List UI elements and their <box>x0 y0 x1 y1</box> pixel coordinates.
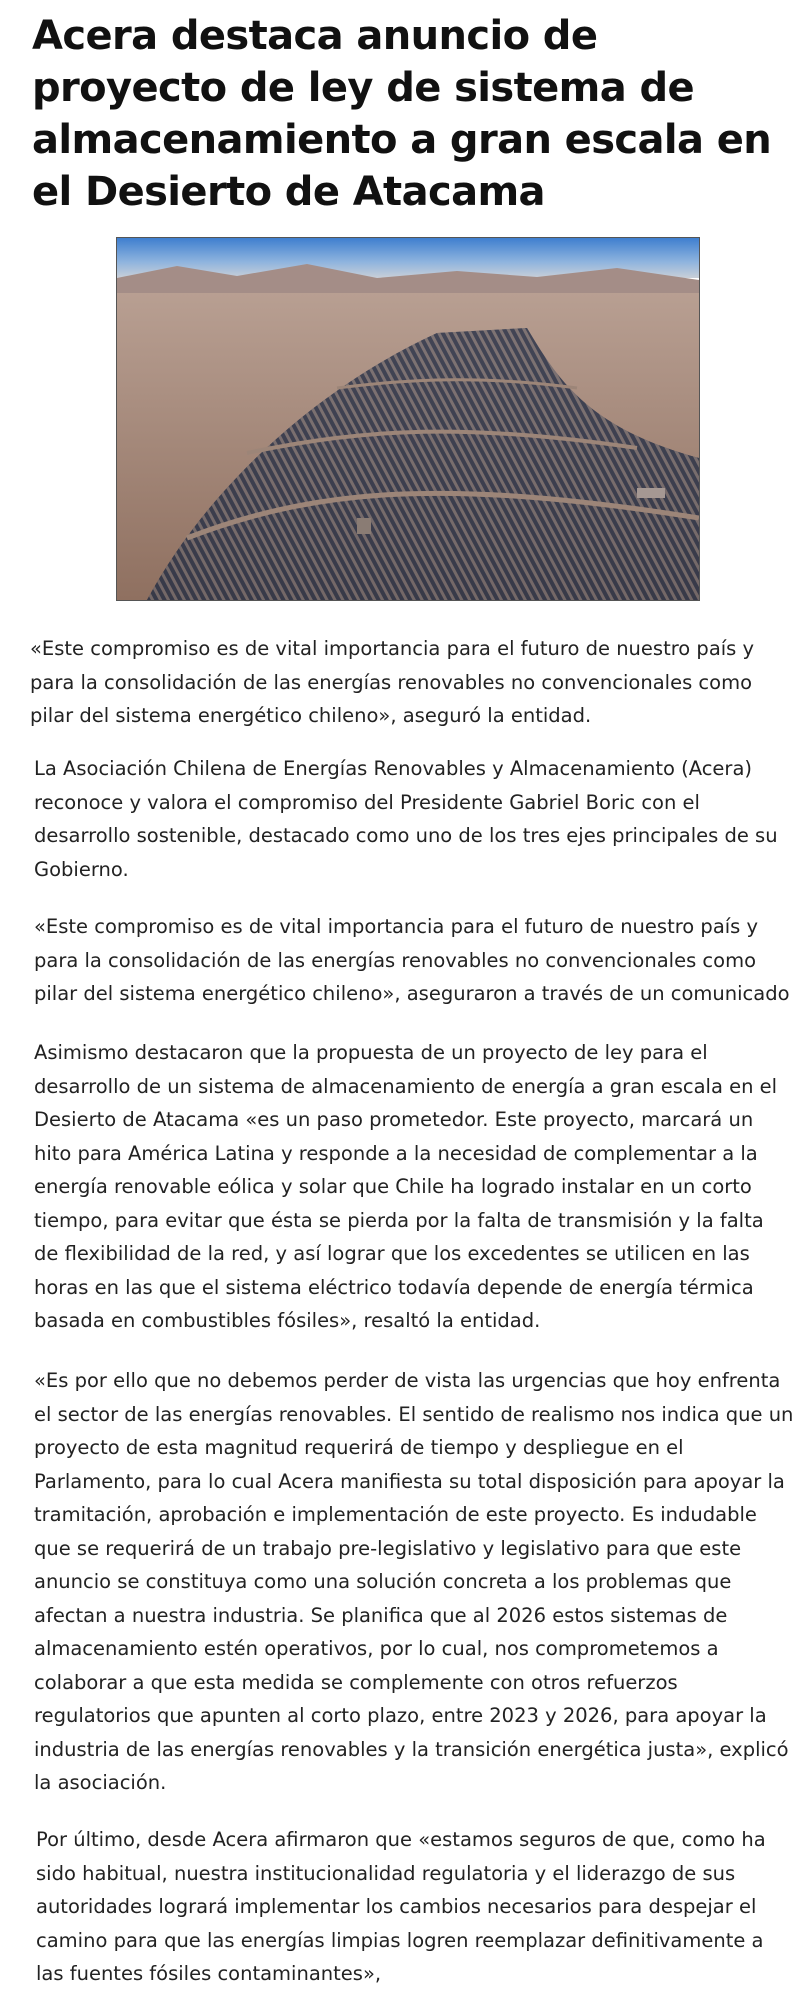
paragraph-5: «Es por ello que no debemos perder de vista las urgencias que hoy enfrenta el sector de las energías renovables. El sentido de realismo nos indica que un proyecto de esta magnitud requerirá de tiempo y despliegue en el Parlamento, para lo cual Acera manifiesta su total disposición para apoyar la tramitación, aprobación e implementación de este proyecto. Es indudable que se requerirá de un trabajo pre-legislativo y legislativo para que este anuncio se constituya como una solución concreta a los problemas que afectan a nuestra industria. Se planifica que al 2026 estos sistemas de almacenamiento estén operativos, por lo cual, nos comprometemos a colaborar a que esta medida se complemente con otros refuerzos regulatorios que apunten al corto plazo, entre 2023 y 2026, para apoyar la industria de las energías renovables y la transición energética justa», explicó la asociación. <box>34 1369 794 1794</box>
article-headline: Acera destaca anuncio de proyecto de ley de sistema de almacenamiento a gran escala en el Desierto de Atacama <box>32 13 772 215</box>
paragraph-6: Por último, desde Acera afirmaron que «estamos seguros de que, como ha sido habitual, nuestra institucionalidad regulatoria y el liderazgo de sus autoridades logrará implementar los cambios necesarios para despejar el camino para que las energías limpias logren reemplazar definitivamente a las fuentes fósiles contaminantes», <box>36 1828 766 1985</box>
solar-plant-photo <box>117 238 699 600</box>
paragraph-4: Asimismo destacaron que la propuesta de un proyecto de ley para el desarrollo de un sistema de almacenamiento de energía a gran escala en el Desierto de Atacama «es un paso prometedor. Este proyecto, marcará un hito para América Latina y responde a la necesidad de complementar a la energía renovable eólica y solar que Chile ha logrado instalar en un corto tiempo, para evitar que ésta se pierda por la falta de transmisión y la falta de flexibilidad de la red, y así lograr que los excedentes se utilicen en las horas en las que el sistema eléctrico todavía depende de energía térmica basada en combustibles fósiles», resaltó la entidad. <box>34 1041 778 1332</box>
paragraph-3: «Este compromiso es de vital importancia para el futuro de nuestro país y para la consolidación de las energías renovables no convencionales como pilar del sistema energético chileno», aseguraron a través de un comunicado <box>34 915 790 1005</box>
paragraph-2: La Asociación Chilena de Energías Renovables y Almacenamiento (Acera) reconoce y valora el compromiso del Presidente Gabriel Boric con el desarrollo sostenible, destacado como uno de los tres ejes principales de su Gobierno. <box>34 757 778 881</box>
paragraph-1: «Este compromiso es de vital importancia para el futuro de nuestro país y para la consolidación de las energías renovables no convencionales como pilar del sistema energético chileno», aseguró la entidad. <box>30 637 755 727</box>
hero-image-solar-plant <box>116 237 700 601</box>
